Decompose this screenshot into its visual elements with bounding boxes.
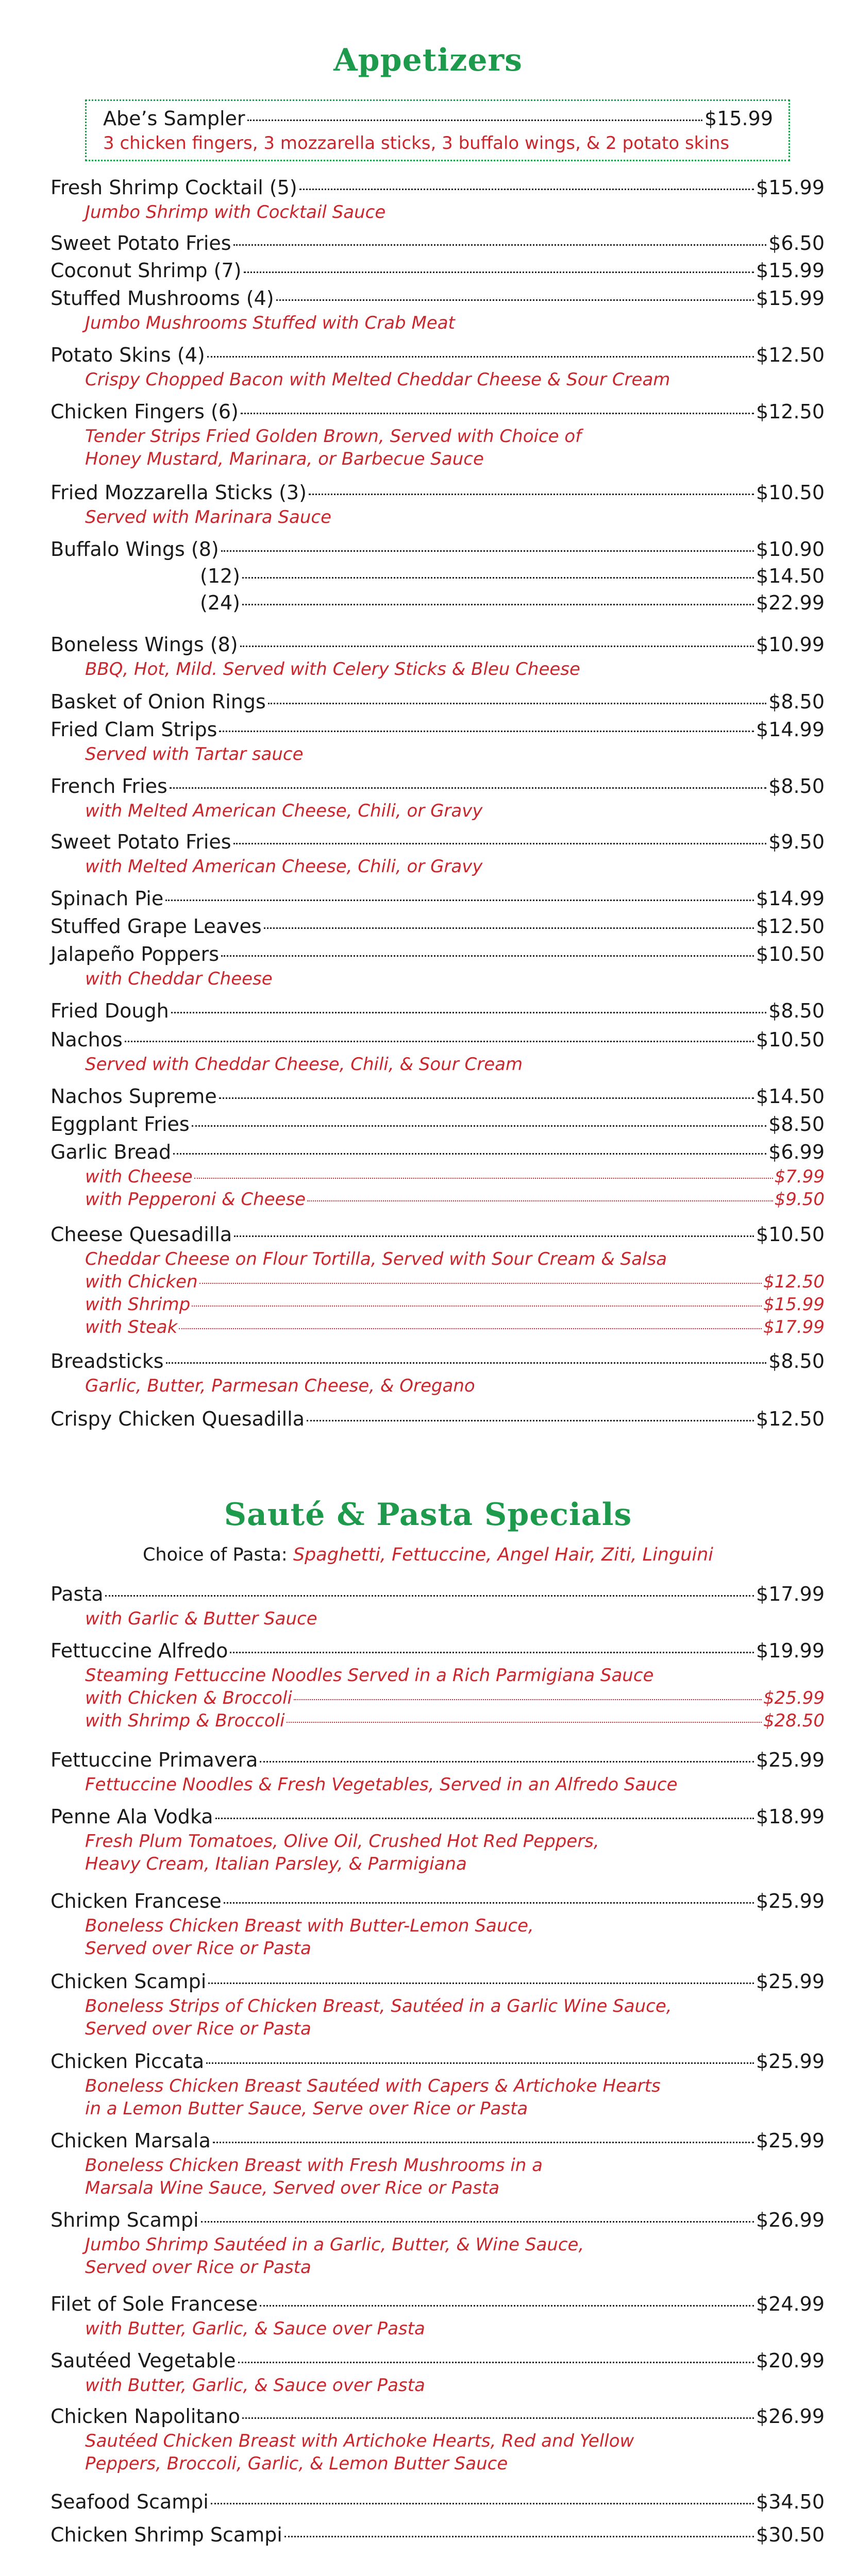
addon-price: $12.50 (763, 1272, 825, 1292)
item-description: Boneless Chicken Breast with Fresh Mushrooms in a (85, 2155, 543, 2176)
item-name: Stuffed Mushrooms (4) (51, 287, 274, 310)
item-addon (51, 1270, 825, 1293)
dot-leader (224, 1902, 754, 1904)
dot-leader (233, 843, 767, 844)
dot-leader (242, 604, 754, 605)
dot-leader (208, 1982, 754, 1984)
addon-name: with Chicken & Broccoli (85, 1688, 292, 1708)
dot-leader (211, 2503, 754, 2504)
item-description: Served over Rice or Pasta (85, 2019, 311, 2039)
addon-price: $17.99 (763, 1317, 825, 1337)
item-description: Jumbo Shrimp with Cocktail Sauce (85, 202, 386, 223)
item-name: Basket of Onion Rings (51, 690, 266, 713)
dot-leader (240, 646, 754, 647)
item-price: $8.50 (768, 1350, 825, 1372)
addon-name: with Pepperoni & Cheese (85, 1189, 306, 1210)
pasta-choice-label: Choice of Pasta: (142, 1545, 288, 1565)
menu-item (51, 536, 825, 616)
item-name: Jalapeño Poppers (51, 943, 220, 965)
dot-leader (294, 1699, 762, 1700)
dot-leader (234, 1235, 754, 1237)
item-description: 3 chicken fingers, 3 mozzarella sticks, 3 buffalo wings, & 2 potato skins (103, 133, 730, 154)
item-name: Penne Ala Vodka (51, 1805, 213, 1828)
addon-price: $25.99 (763, 1688, 825, 1708)
item-description: Honey Mustard, Marinara, or Barbecue Sauce (85, 449, 484, 469)
item-price: $10.50 (756, 1223, 825, 1246)
item-name: Stuffed Grape Leaves (51, 915, 262, 938)
item-price: $12.50 (756, 344, 825, 366)
item-description: Jumbo Mushrooms Stuffed with Crab Meat (85, 313, 455, 333)
dot-leader (230, 1652, 754, 1653)
dot-leader (299, 189, 754, 190)
item-price: $14.99 (756, 887, 825, 910)
menu-item (51, 342, 825, 391)
dot-leader (309, 494, 754, 495)
item-price: $22.99 (756, 591, 825, 614)
item-description: Cheddar Cheese on Flour Tortilla, Served with Sour Cream & Salsa (85, 1249, 667, 1269)
item-name: Chicken Napolitano (51, 2405, 240, 2428)
item-name: Fresh Shrimp Cocktail (5) (51, 176, 297, 199)
menu-item (51, 885, 825, 912)
menu-item (51, 1803, 825, 1875)
menu-item (51, 688, 825, 715)
item-price: $10.90 (756, 538, 825, 561)
item-name: Potato Skins (4) (51, 344, 205, 366)
item-price: $8.50 (768, 690, 825, 713)
menu-item (51, 2291, 825, 2340)
dot-leader (284, 2536, 754, 2537)
menu-item (51, 1888, 825, 1960)
item-price: $8.50 (768, 1113, 825, 1136)
menu-item (51, 1111, 825, 1138)
dot-leader (173, 1153, 766, 1155)
item-price: $25.99 (756, 1749, 825, 1771)
item-description: in a Lemon Butter Sauce, Serve over Rice or Pasta (85, 2098, 528, 2119)
item-price: $12.50 (756, 915, 825, 938)
item-addon (51, 1293, 825, 1316)
dot-leader (199, 1283, 762, 1284)
item-price: $15.99 (756, 176, 825, 199)
dot-leader (307, 1200, 773, 1201)
menu-item (51, 2347, 825, 2397)
dot-leader (241, 413, 754, 414)
menu-item (51, 2127, 825, 2199)
item-description: Heavy Cream, Italian Parsley, & Parmigiana (85, 1854, 467, 1874)
dot-leader (287, 1722, 762, 1723)
item-name: Nachos (51, 1028, 123, 1051)
item-price: $8.50 (768, 775, 825, 798)
item-price: $25.99 (756, 2129, 825, 2152)
item-description: with Butter, Garlic, & Sauce over Pasta (85, 2318, 425, 2339)
item-addon (51, 1709, 825, 1732)
item-name: Eggplant Fries (51, 1113, 190, 1136)
dot-leader (166, 1362, 767, 1364)
item-description: Jumbo Shrimp Sautéed in a Garlic, Butter, & Wine Sauce, (85, 2234, 584, 2255)
dot-leader (219, 731, 754, 732)
item-price: $19.99 (756, 1639, 825, 1662)
item-price: $12.50 (756, 1408, 825, 1430)
dot-leader (165, 900, 754, 901)
pasta-title: Sauté & Pasta Specials (224, 1497, 632, 1533)
addon-price: $15.99 (763, 1294, 825, 1315)
menu-item (51, 2521, 825, 2548)
dot-leader (179, 1328, 762, 1329)
item-name: Pasta (51, 1583, 104, 1605)
menu-item (51, 997, 825, 1024)
dot-leader (171, 1012, 767, 1013)
item-price: $10.50 (756, 1028, 825, 1051)
item-description: with Butter, Garlic, & Sauce over Pasta (85, 2375, 425, 2396)
menu-item (51, 285, 825, 334)
menu-item (51, 2403, 825, 2475)
item-name: Fried Mozzarella Sticks (3) (51, 481, 307, 504)
item-description: Served with Tartar sauce (85, 744, 304, 765)
item-price: $10.99 (756, 633, 825, 656)
item-price: $6.50 (768, 232, 825, 255)
item-price: $6.99 (768, 1141, 825, 1163)
item-addon (51, 1188, 825, 1211)
menu-item (51, 913, 825, 940)
dot-leader (260, 2305, 754, 2307)
item-name: Boneless Wings (8) (51, 633, 238, 656)
item-name: Shrimp Scampi (51, 2209, 199, 2231)
item-price: $25.99 (756, 2050, 825, 2073)
item-price: $15.99 (704, 107, 773, 130)
item-name: Coconut Shrimp (7) (51, 259, 242, 282)
item-description: Boneless Strips of Chicken Breast, Sautéed in a Garlic Wine Sauce, (85, 1996, 672, 2016)
item-name: Cheese Quesadilla (51, 1223, 232, 1246)
dot-leader (260, 1761, 754, 1762)
dot-leader (238, 2362, 754, 2363)
addon-name: with Steak (85, 1317, 178, 1337)
item-name: Chicken Scampi (51, 1970, 207, 1993)
item-name: Abe’s Sampler (103, 107, 245, 130)
menu-item (51, 631, 825, 681)
appetizers-title: Appetizers (333, 42, 523, 78)
item-name: Fried Dough (51, 999, 169, 1022)
item-name: Filet of Sole Francese (51, 2293, 258, 2315)
menu-item (51, 941, 825, 990)
item-description: Served with Marinara Sauce (85, 507, 332, 528)
menu-item (51, 1968, 825, 2040)
item-price: $18.99 (756, 1805, 825, 1828)
menu-item (51, 716, 825, 766)
menu-item (51, 174, 825, 224)
item-price: $15.99 (756, 259, 825, 282)
item-name: Chicken Shrimp Scampi (51, 2523, 282, 2546)
menu-item (51, 230, 825, 257)
item-description: Served over Rice or Pasta (85, 2257, 311, 2278)
pasta-choice-options: Spaghetti, Fettuccine, Angel Hair, Ziti, Linguini (293, 1545, 714, 1565)
item-name: Garlic Bread (51, 1141, 172, 1163)
item-price: $14.50 (756, 1085, 825, 1108)
item-description: Garlic, Butter, Parmesan Cheese, & Oregano (85, 1376, 475, 1396)
item-price: $9.50 (768, 831, 825, 853)
menu-item (51, 1139, 825, 1211)
item-description: with Melted American Cheese, Chili, or Gravy (85, 856, 483, 877)
item-price: $30.50 (756, 2523, 825, 2546)
menu-item (51, 398, 825, 470)
dot-leader (192, 1306, 762, 1307)
item-addon (51, 1165, 825, 1188)
item-price: $26.99 (756, 2209, 825, 2231)
item-name: Fettuccine Primavera (51, 1749, 258, 1771)
addon-price: $7.99 (774, 1166, 825, 1187)
addon-name: with Shrimp & Broccoli (85, 1710, 285, 1731)
dot-leader (276, 299, 754, 301)
item-name: Breadsticks (51, 1350, 164, 1372)
addon-price: $9.50 (774, 1189, 825, 1210)
item-description: BBQ, Hot, Mild. Served with Celery Sticks & Bleu Cheese (85, 659, 580, 680)
item-price: $26.99 (756, 2405, 825, 2428)
dot-leader (247, 120, 702, 121)
item-name: Fried Clam Strips (51, 718, 217, 741)
item-description: Tender Strips Fried Golden Brown, Served with Choice of (85, 426, 582, 447)
item-addon (51, 1687, 825, 1709)
item-addon (51, 1316, 825, 1338)
item-name: French Fries (51, 775, 167, 798)
item-price: $34.50 (756, 2490, 825, 2513)
menu-item (51, 2207, 825, 2279)
menu-item (51, 1221, 825, 1338)
item-name: Chicken Marsala (51, 2129, 211, 2152)
dot-leader (207, 356, 754, 358)
item-price: $12.50 (756, 400, 825, 423)
item-price: $14.99 (756, 718, 825, 741)
item-description: Served with Cheddar Cheese, Chili, & Sour Cream (85, 1054, 523, 1075)
dot-leader (221, 550, 754, 552)
dot-leader (206, 2062, 754, 2064)
item-price: $8.50 (768, 999, 825, 1022)
menu-item (51, 773, 825, 822)
item-name: Chicken Francese (51, 1890, 222, 1912)
item-name: (24) (200, 591, 241, 614)
item-description: with Cheddar Cheese (85, 969, 273, 989)
item-description: with Melted American Cheese, Chili, or Gravy (85, 801, 483, 821)
item-name: Sweet Potato Fries (51, 831, 231, 853)
item-description: Boneless Chicken Breast with Butter-Lemon Sauce, (85, 1916, 534, 1936)
dot-leader (125, 1041, 754, 1042)
menu-item (51, 828, 825, 878)
item-name: Seafood Scampi (51, 2490, 209, 2513)
item-price: $14.50 (756, 565, 825, 587)
dot-leader (192, 1125, 766, 1127)
menu-item (51, 1348, 825, 1397)
dot-leader (242, 577, 754, 579)
menu-item (51, 1405, 825, 1432)
dot-leader (215, 1818, 754, 1819)
dot-leader (194, 1178, 773, 1179)
dot-leader (307, 1420, 754, 1421)
addon-price: $28.50 (763, 1710, 825, 1731)
item-price: $20.99 (756, 2349, 825, 2372)
item-name: (12) (200, 565, 241, 587)
item-description: Sautéed Chicken Breast with Artichoke Hearts, Red and Yellow (85, 2431, 634, 2451)
item-price: $10.50 (756, 481, 825, 504)
item-description: Fresh Plum Tomatoes, Olive Oil, Crushed Hot Red Peppers, (85, 1831, 599, 1852)
addon-name: with Chicken (85, 1272, 198, 1292)
item-description: Served over Rice or Pasta (85, 1938, 311, 1959)
item-price: $25.99 (756, 1890, 825, 1912)
dot-leader (221, 955, 754, 957)
item-price: $24.99 (756, 2293, 825, 2315)
item-price: $10.50 (756, 943, 825, 965)
dot-leader (213, 2142, 754, 2143)
menu-item (51, 1026, 825, 1076)
item-price: $15.99 (756, 287, 825, 310)
dot-leader (201, 2221, 754, 2223)
menu-item (51, 479, 825, 529)
item-name: Buffalo Wings (8) (51, 538, 219, 561)
menu-item (51, 1747, 825, 1796)
item-name: Spinach Pie (51, 887, 164, 910)
item-name: Chicken Piccata (51, 2050, 205, 2073)
dot-leader (233, 244, 767, 246)
item-description: Marsala Wine Sauce, Served over Rice or Pasta (85, 2178, 500, 2198)
item-description: Boneless Chicken Breast Sautéed with Capers & Artichoke Hearts (85, 2076, 661, 2096)
item-description: Steaming Fettuccine Noodles Served in a Rich Parmigiana Sauce (85, 1665, 654, 1686)
dot-leader (105, 1595, 754, 1597)
addon-name: with Shrimp (85, 1294, 191, 1315)
menu-item (51, 1637, 825, 1732)
item-name: Sweet Potato Fries (51, 232, 231, 255)
item-name: Sautéed Vegetable (51, 2349, 236, 2372)
menu-item (51, 257, 825, 284)
dot-leader (264, 927, 754, 929)
item-description: Crispy Chopped Bacon with Melted Cheddar Cheese & Sour Cream (85, 369, 670, 390)
item-description: with Garlic & Butter Sauce (85, 1608, 317, 1629)
dot-leader (244, 272, 754, 273)
menu-item (51, 2048, 825, 2120)
sampler-item (103, 105, 773, 155)
item-description: Peppers, Broccoli, Garlic, & Lemon Butter Sauce (85, 2453, 508, 2474)
addon-name: with Cheese (85, 1166, 193, 1187)
menu-item (51, 1083, 825, 1110)
item-name: Fettuccine Alfredo (51, 1639, 228, 1662)
item-price: $25.99 (756, 1970, 825, 1993)
menu-item (51, 1581, 825, 1630)
dot-leader (170, 787, 766, 789)
item-name: Crispy Chicken Quesadilla (51, 1408, 305, 1430)
pasta-choice (0, 1545, 856, 1565)
item-name: Chicken Fingers (6) (51, 400, 239, 423)
item-name: Nachos Supreme (51, 1085, 217, 1108)
dot-leader (219, 1097, 754, 1099)
dot-leader (268, 703, 766, 704)
menu-item (51, 2488, 825, 2515)
dot-leader (242, 2417, 754, 2419)
item-description: Fettuccine Noodles & Fresh Vegetables, Served in an Alfredo Sauce (85, 1774, 678, 1795)
item-price: $17.99 (756, 1583, 825, 1605)
